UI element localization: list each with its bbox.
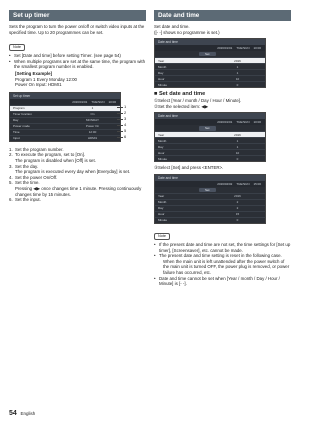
- osd-row-value: 0: [236, 82, 239, 87]
- step-number: 3.: [9, 163, 13, 169]
- osd-row-label: Minute: [158, 218, 168, 223]
- osd-row: [155, 155, 265, 161]
- step-number: 6.: [9, 197, 13, 203]
- osd-row-label: Time: [13, 130, 20, 135]
- osd-time: 15:00: [253, 181, 261, 186]
- osd-row-label: Year: [158, 132, 165, 137]
- osd-row-label: Day: [13, 118, 19, 123]
- osd-row-value: 1: [236, 138, 239, 143]
- substep-text: Set the selected item: ◀▶: [157, 103, 209, 109]
- callout-number: 5: [124, 128, 127, 134]
- substep-text: Select [Year / month / Day / Hour / Minute].: [157, 98, 242, 104]
- osd-date: 2016/01/01: [72, 99, 88, 104]
- page-number: 54: [9, 410, 17, 417]
- substep: [154, 165, 291, 171]
- step-text: Set the power On/Off.: [15, 174, 58, 180]
- osd-row-value: 2: [236, 200, 239, 205]
- setting-example-label: [Setting Example]: [15, 70, 53, 76]
- date-intro-note: ([- -] shows no programme is set.): [154, 29, 220, 35]
- setting-example-line: Power On Input: HDMI1: [15, 82, 62, 88]
- osd-time: 10:00: [108, 99, 116, 104]
- callout-line: [117, 131, 123, 132]
- osd-row-label: Power mode: [13, 124, 30, 129]
- osd-rows: [10, 105, 120, 141]
- osd-row-value: 2016: [234, 132, 241, 137]
- osd-row-label: Program: [13, 106, 25, 111]
- osd-row: [155, 143, 265, 149]
- date-osd-menu-editing: [154, 112, 266, 162]
- osd-row-label: Month: [158, 200, 167, 205]
- osd-row-value: 2: [236, 206, 239, 211]
- step-number: 5.: [9, 180, 13, 186]
- osd-row: [155, 75, 265, 81]
- osd-row: [10, 111, 120, 117]
- timer-steps: [9, 147, 146, 203]
- osd-row-label: Hour: [158, 150, 165, 155]
- osd-set-button[interactable]: Set: [199, 126, 216, 131]
- callout-number: 2: [124, 110, 127, 116]
- subheading-set-date-and-time: ■ Set date and time: [154, 91, 206, 98]
- osd-row-label: Minute: [158, 156, 168, 161]
- date-osd-menu-set: [154, 174, 266, 224]
- step-detail: The program is executed every day when [Everyday] is set.: [15, 169, 131, 175]
- osd-row-label: Hour: [158, 76, 165, 81]
- date-osd-menu: [154, 38, 266, 88]
- osd-row: [155, 81, 265, 87]
- osd-row: [10, 129, 120, 135]
- osd-row-value: 1: [236, 64, 239, 69]
- osd-row: [155, 57, 265, 63]
- osd-row-value: 12:00: [88, 130, 97, 135]
- osd-row-value: 1: [91, 106, 94, 111]
- osd-row-label: Month: [158, 138, 167, 143]
- step-text: To execute the program, set to [On].: [15, 152, 86, 158]
- substep-number: ②: [154, 103, 158, 109]
- osd-row-value: Power On: [85, 124, 100, 129]
- substep-number: ③: [154, 165, 158, 171]
- osd-row-value: 0: [236, 218, 239, 223]
- callout-number: 4: [124, 122, 127, 128]
- osd-row-value: 10: [235, 76, 240, 81]
- substep-text: Select [Set] and press <ENTER>.: [157, 165, 224, 171]
- step-number: 1.: [9, 146, 13, 152]
- osd-row-label: Day: [158, 206, 164, 211]
- osd-row-label: Month: [158, 64, 167, 69]
- osd-date: 2016/02/02: [217, 181, 233, 186]
- osd-row-label: Year: [158, 194, 165, 199]
- timer-intro: Sets the program to turn the power on/off or switch video inputs at the specified time. Up to 20 programmes can be set.: [9, 24, 145, 35]
- osd-row: [155, 63, 265, 69]
- osd-weekday: TUE/SUN: [236, 46, 250, 51]
- note-item: • The present date and time setting is reset in the following case.: [154, 253, 291, 259]
- timer-osd-figure: [9, 92, 129, 142]
- osd-row-value: 2016: [234, 194, 241, 199]
- timer-osd-menu: [9, 92, 121, 142]
- osd-row: [155, 131, 265, 137]
- note-label: Note: [9, 44, 25, 51]
- step-number: 4.: [9, 174, 13, 180]
- callout-number: 3: [124, 116, 127, 122]
- osd-row-label: Timer function: [13, 112, 32, 117]
- note-item: • If the present date and time are not set, the time settings for [Set up timer], [Screensaver], etc. cannot be made.: [154, 242, 291, 253]
- right-column: [154, 10, 291, 287]
- callout-line: [117, 119, 123, 120]
- step-text: Set the time.: [15, 180, 40, 186]
- osd-date: 2016/01/01: [217, 120, 233, 125]
- osd-row-value: 10: [235, 150, 240, 155]
- osd-title: Date and time: [155, 113, 265, 119]
- callout-line: [117, 137, 123, 138]
- page-footer: [9, 410, 35, 417]
- osd-row-value: MONDAY: [86, 118, 99, 123]
- step: [9, 197, 146, 203]
- osd-weekday: TUE/SUN: [91, 99, 105, 104]
- osd-row-value: 0: [236, 156, 239, 161]
- osd-row: [155, 149, 265, 155]
- osd-row: [10, 117, 120, 123]
- callout-number: 1: [124, 104, 127, 110]
- osd-row-value: 1: [236, 144, 239, 149]
- osd-row-value: 2016: [234, 58, 241, 63]
- section-title-date-and-time: Date and time: [154, 10, 291, 21]
- step-text: Set the day.: [15, 163, 39, 169]
- substep-number: ①: [154, 98, 158, 104]
- osd-row-label: Hour: [158, 212, 165, 217]
- callout-line: [117, 125, 123, 126]
- osd-row-value: 15: [235, 212, 240, 217]
- left-column: [9, 10, 146, 203]
- osd-row-label: Day: [158, 70, 164, 75]
- date-intro: Set date and time.: [154, 24, 190, 29]
- osd-row-value: 1: [236, 70, 239, 75]
- note-item: • Date and time cannot be set when [Year / month / Day / Hour / Minute] is [- -].: [154, 276, 291, 287]
- osd-set-button[interactable]: Set: [199, 52, 216, 57]
- osd-row: [10, 105, 120, 111]
- osd-row: [155, 137, 265, 143]
- osd-row: [155, 217, 265, 223]
- osd-time: 10:00: [253, 46, 261, 51]
- callout-line: [117, 107, 123, 108]
- osd-date: 2016/01/01: [217, 46, 233, 51]
- osd-row-label: Day: [158, 144, 164, 149]
- osd-set-button[interactable]: Set: [199, 188, 216, 193]
- page-language: English: [20, 411, 36, 416]
- setting-example-line: Program 1 Every Monday 12:00: [15, 76, 77, 82]
- osd-row-value: HDMI1: [87, 136, 98, 141]
- osd-row-value: On: [90, 112, 95, 117]
- step-detail: The program is disabled when [Off] is set.: [15, 157, 96, 163]
- note-item: • When multiple programs are set at the same time, the program with the smallest program number is enabled.: [9, 59, 146, 70]
- callout-number: 6: [124, 134, 127, 140]
- note-label: Note: [154, 233, 170, 240]
- osd-time: 10:00: [253, 120, 261, 125]
- osd-weekday: TUE/SUN: [236, 181, 250, 186]
- osd-row: [155, 211, 265, 217]
- section-title-set-up-timer: Set up timer: [9, 10, 146, 21]
- osd-row: [155, 205, 265, 211]
- step-text: Set the program number.: [15, 146, 64, 152]
- step-detail: Pressing ◀▶ once changes time 1 minute. Pressing continuously changes time by 15 minutes.: [15, 185, 142, 197]
- note-item: • Set [Date and time] before setting Timer. (see page 54): [9, 53, 146, 59]
- osd-weekday: TUE/SUN: [236, 120, 250, 125]
- osd-title: Set up timer: [10, 93, 120, 99]
- step-number: 2.: [9, 152, 13, 158]
- osd-title: Date and time: [155, 175, 265, 181]
- osd-row: [155, 199, 265, 205]
- osd-row: [155, 193, 265, 199]
- step-text: Set the input.: [15, 197, 41, 203]
- osd-row-label: Input: [13, 136, 20, 141]
- osd-row: [155, 69, 265, 75]
- osd-title: Date and time: [155, 39, 265, 45]
- osd-row-label: Minute: [158, 82, 168, 87]
- subheading-text: Set date and time: [158, 91, 206, 98]
- osd-row: [10, 135, 120, 141]
- osd-row-label: Year: [158, 58, 165, 63]
- osd-row: [10, 123, 120, 129]
- note-item-sub: When the main unit is left unattended after the power switch of the main unit is turned OFF, the power plug is removed, or power failure has occurred, etc.: [163, 258, 290, 275]
- substep: [154, 104, 291, 110]
- callout-line: [117, 113, 123, 114]
